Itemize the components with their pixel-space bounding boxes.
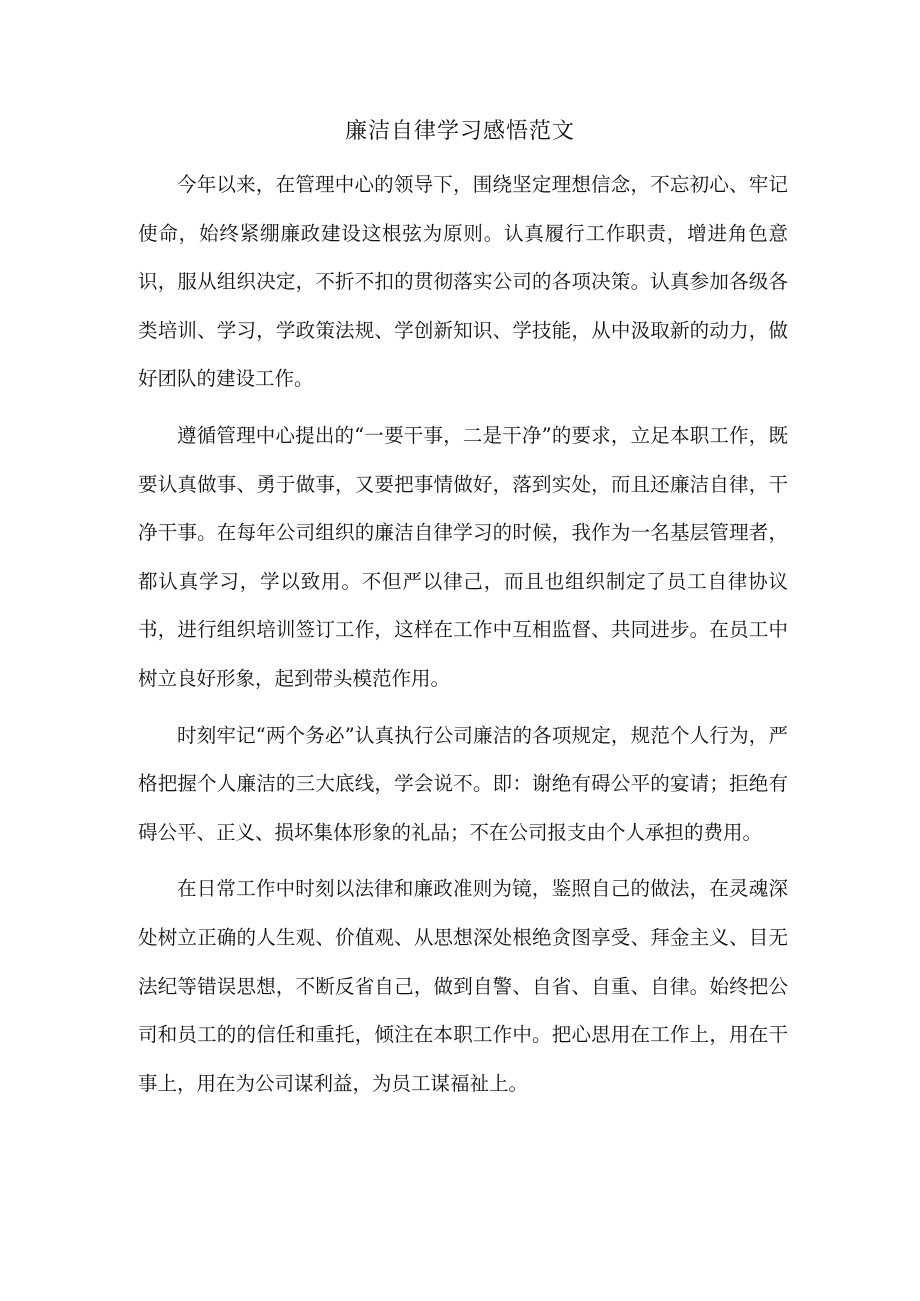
paragraph-2: 遵循管理中心提出的“一要干事，二是干净”的要求，立足本职工作，既要认真做事、勇于做事，又要把事情做好，落到实处，而且还廉洁自律，干净干事。在每年公司组织的廉洁自律学习的时候，我作为一名基层管理者，都认真学习，学以致用。不但严以律己，而且也组织制定了员工自律协议书，进行组织培训签订工作，这样在工作中互相监督、共同进步。在员工中树立良好形象，起到带头模范作用。 xyxy=(138,423,788,690)
document-body xyxy=(138,161,788,1108)
paragraph-3: 时刻牢记“两个务必”认真执行公司廉洁的各项规定，规范个人行为，严格把握个人廉洁的三大底线，学会说不。即：谢绝有碍公平的宴请；拒绝有碍公平、正义、损坏集体形象的礼品；不在公司报支由个人承担的费用。 xyxy=(138,723,788,844)
paragraph-1: 今年以来，在管理中心的领导下，围绕坚定理想信念，不忘初心、牢记使命，始终紧绷廉政建设这根弦为原则。认真履行工作职责，增进角色意识，服从组织决定，不折不扣的贯彻落实公司的各项决策。认真参加各级各类培训、学习，学政策法规、学创新知识、学技能，从中汲取新的动力，做好团队的建设工作。 xyxy=(138,173,788,391)
document-title: 廉洁自律学习感悟范文 xyxy=(344,119,575,144)
paragraph-4: 在日常工作中时刻以法律和廉政准则为镜，鉴照自己的做法，在灵魂深处树立正确的人生观、价值观、从思想深处根绝贪图享受、拜金主义、目无法纪等错误思想，不断反省自己，做到自警、自省、自重、自律。始终把公司和员工的的信任和重托，倾注在本职工作中。把心思用在工作上，用在干事上，用在为公司谋利益，为员工谋福祉上。 xyxy=(138,877,788,1095)
